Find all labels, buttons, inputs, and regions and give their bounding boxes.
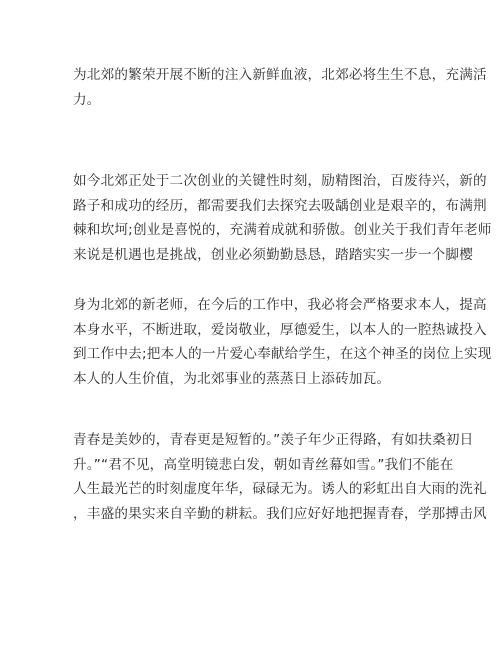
paragraph-2 [73,169,492,267]
paragraph-line: 身为北郊的新老师，在今后的工作中，我必将会严格要求本人，提高 [73,297,487,313]
paragraph-line: 人生最光芒的时刻虚度年华，碌碌无为。诱人的彩虹出自大雨的洗礼 [73,481,487,497]
paragraph-1 [73,63,487,112]
paragraph-line: 如今北郊正处于二次创业的关键性时刻，励精图治，百废待兴，新的 [73,173,487,189]
paragraph-3 [73,293,492,391]
paragraph-line: 路子和成功的经历，都需要我们去探究去吸龋创业是艰辛的，布满荆 [73,197,487,214]
paragraph-line: 到工作中去;把本人的一片爱心奉献给学生，在这个神圣的岗位上实现 [73,346,492,362]
paragraph-line: 青春是美妙的，青春更是短暂的。”羡子年少正得路，有如扶桑初日 [73,432,474,448]
paragraph-line: ，丰盛的果实来自辛勤的耕耘。我们应好好地把握青春，学那搏击风 [73,505,487,522]
paragraph-line: 本身水平，不断进取，爱岗敬业，厚德爱生，以本人的一腔热诚投入 [73,321,487,338]
paragraph-line: 力。 [73,91,101,108]
paragraph-line: 棘和坎坷;创业是喜悦的，充满着成就和骄傲。创业关于我们青年老师 [73,222,492,238]
paragraph-4 [73,428,487,526]
paragraph-line: 升。”“君不见，高堂明镜悲白发，朝如青丝幕如雪。”我们不能在 [73,456,454,473]
paragraph-line: 本人的人生价值，为北郊事业的蒸蒸日上添砖加瓦。 [73,370,391,387]
paragraph-line: 来说是机遇也是挑战，创业必须勤勤恳恳，踏踏实实一步一个脚樱 [73,246,474,263]
paragraph-line: 为北郊的繁荣开展不断的注入新鲜血液，北郊必将生生不息，充满活 [73,67,487,83]
